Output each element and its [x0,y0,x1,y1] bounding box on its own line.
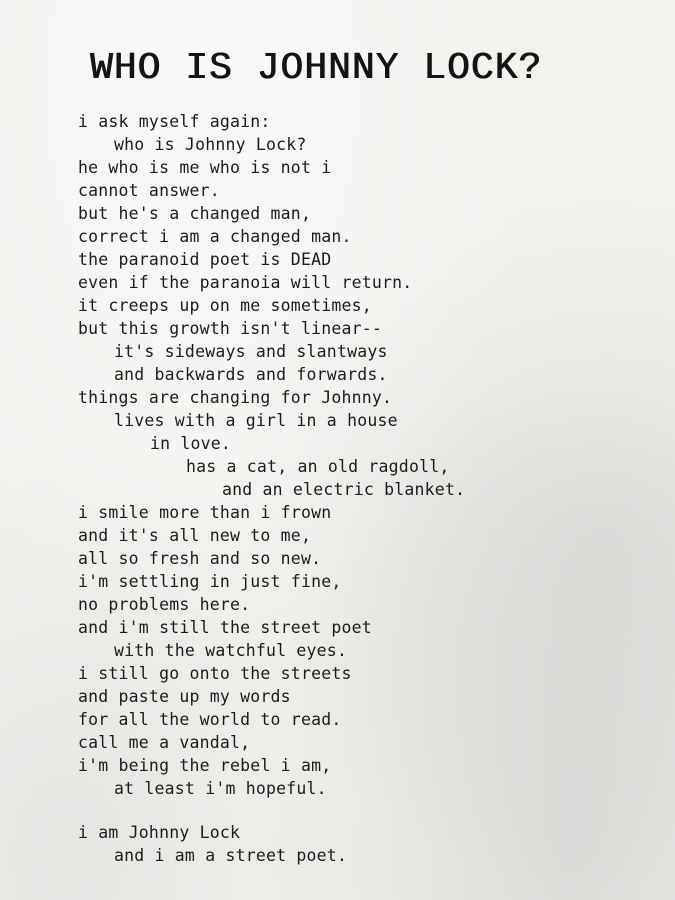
poem-line: for all the world to read. [78,710,342,729]
poem-line: who is Johnny Lock? [114,135,307,154]
poem-line: and paste up my words [78,687,291,706]
poem-line: and an electric blanket. [222,480,466,499]
poem-title: WHO IS JOHNNY LOCK? [90,47,543,90]
poem-line: he who is me who is not i [78,158,332,177]
poem-line: at least i'm hopeful. [114,779,327,798]
poem-line: i'm settling in just fine, [78,572,342,591]
poem-line: even if the paranoia will return. [78,273,413,292]
poem-line: i ask myself again: [78,112,271,131]
poem-line: has a cat, an old ragdoll, [186,457,450,476]
poem-line: and backwards and forwards. [114,365,388,384]
poem-line: it creeps up on me sometimes, [78,296,372,315]
poem-line: call me a vandal, [78,733,251,752]
stanza-break [78,800,638,821]
poem-line: i smile more than i frown [78,503,332,522]
poem-line: but this growth isn't linear-- [78,319,383,338]
poem-line: lives with a girl in a house [114,411,398,430]
poem-line: things are changing for Johnny. [78,388,393,407]
poem-line: in love. [150,434,232,453]
poem-line: it's sideways and slantways [114,342,388,361]
poem-line: and i am a street poet. [114,846,348,865]
poem-line: and i'm still the street poet [78,618,372,637]
poem-line: all so fresh and so new. [78,549,322,568]
poem-line: and it's all new to me, [78,526,312,545]
poem-line: i'm being the rebel i am, [78,756,332,775]
poem-line: cannot answer. [78,181,220,200]
poem-line: but he's a changed man, [78,204,312,223]
poem-line: correct i am a changed man. [78,227,352,246]
poem-line: no problems here. [78,595,251,614]
poem-line: with the watchful eyes. [114,641,348,660]
poem-line: the paranoid poet is DEAD [78,250,332,269]
poem-line: i am Johnny Lock [78,823,241,842]
poem-body [78,110,638,867]
poem-line: i still go onto the streets [78,664,352,683]
